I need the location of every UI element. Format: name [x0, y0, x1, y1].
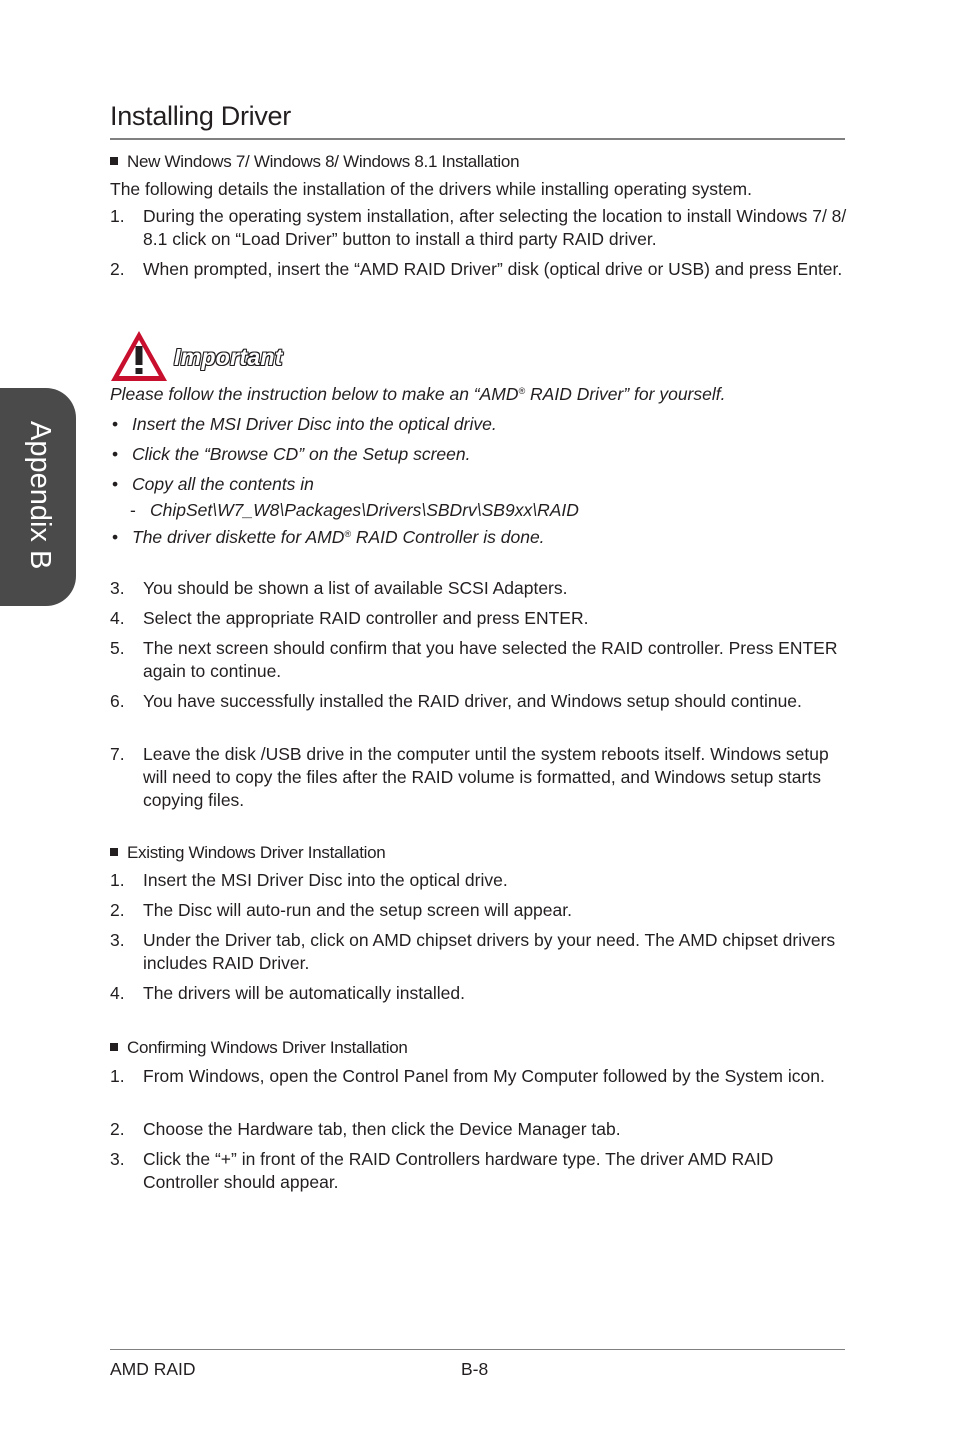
- title-divider: [110, 138, 845, 140]
- section-heading-confirm-install: Confirming Windows Driver Installation: [110, 1038, 408, 1058]
- warning-icon: [108, 328, 170, 384]
- square-bullet-icon: [110, 1043, 118, 1051]
- section-intro: The following details the installation of the drivers while installing operating system.: [110, 179, 752, 199]
- square-bullet-icon: [110, 157, 118, 165]
- important-title: Important: [174, 344, 283, 370]
- page-number: B-8: [461, 1359, 489, 1379]
- appendix-side-tab-label: Appendix B: [24, 421, 56, 570]
- section-heading-existing-install: Existing Windows Driver Installation: [110, 843, 385, 863]
- square-bullet-icon: [110, 848, 118, 856]
- important-intro: Please follow the instruction below to make an “AMD® RAID Driver” for yourself.: [110, 384, 726, 404]
- footer-divider: [110, 1349, 845, 1350]
- section-heading-new-install: New Windows 7/ Windows 8/ Windows 8.1 Installation: [110, 152, 519, 172]
- footer-section-name: AMD RAID: [110, 1359, 196, 1379]
- page-title: Installing Driver: [110, 101, 291, 131]
